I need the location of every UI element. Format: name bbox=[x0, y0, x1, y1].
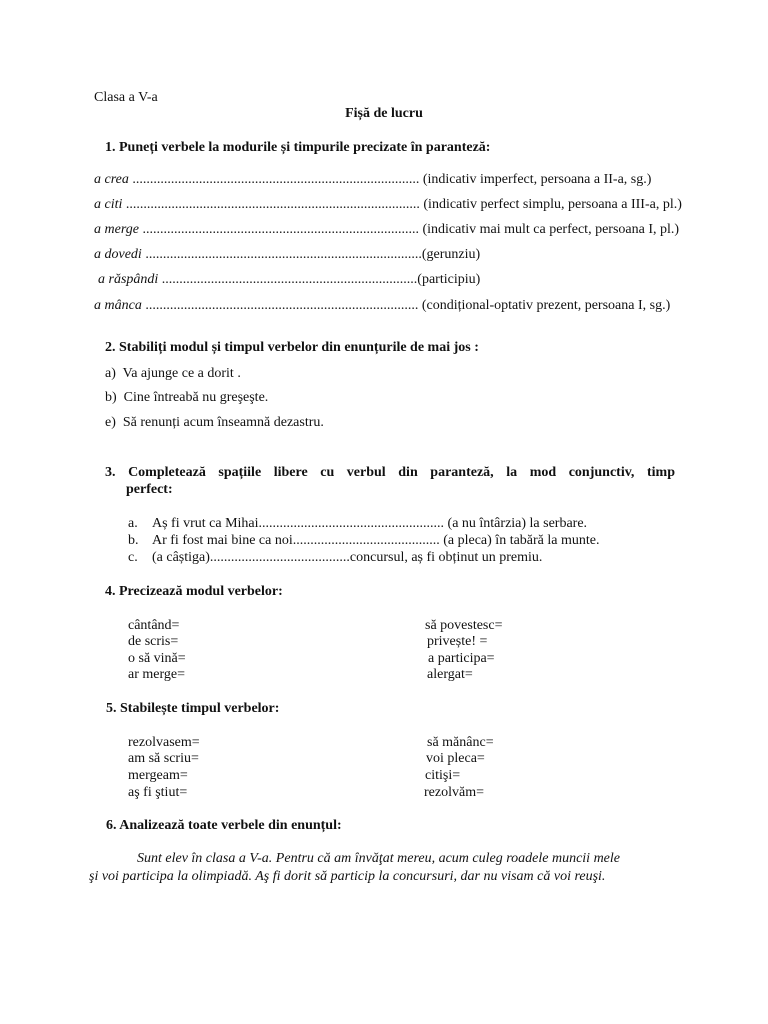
ex4-left-item: de scris= bbox=[128, 634, 179, 649]
ex1-hint: (participiu) bbox=[417, 272, 481, 287]
ex2-item bbox=[105, 366, 241, 382]
ex1-verb: a răspândi bbox=[98, 272, 159, 287]
ex4-right-item: privește! = bbox=[427, 634, 488, 649]
ex1-dots: ............................................................................... bbox=[145, 247, 422, 262]
ex3-heading-cont: perfect: bbox=[126, 482, 173, 497]
ex5-right-item: voi pleca= bbox=[426, 751, 485, 766]
ex2-item bbox=[105, 415, 324, 431]
ex5-right-item: rezolvăm= bbox=[424, 785, 484, 800]
ex3-marker: c. bbox=[128, 550, 138, 565]
ex5-left-item: am să scriu= bbox=[128, 751, 199, 766]
ex1-dots: ............................................................................... bbox=[142, 222, 419, 237]
ex3-sentence: Aș fi vrut ca Mihai..................................................... (a nu întârzia) la serbare. bbox=[152, 516, 588, 531]
sentence: Cine întreabă nu greşeşte. bbox=[123, 390, 269, 405]
ex1-dots: .................................................................................. bbox=[132, 172, 420, 187]
ex1-verb: a citi bbox=[94, 197, 123, 212]
ex6-heading: 6. Analizează toate verbele din enunțul: bbox=[106, 818, 342, 833]
ex5-right-item: să mănânc= bbox=[427, 735, 494, 750]
ex2-item bbox=[105, 390, 268, 406]
ex1-dots: .............................................................................. bbox=[145, 298, 419, 313]
ex3-marker: a. bbox=[128, 516, 138, 531]
ex1-verb: a dovedi bbox=[94, 247, 142, 262]
ex5-left-item: rezolvasem= bbox=[128, 735, 200, 750]
ex4-right-item: a participa= bbox=[428, 651, 495, 666]
ex4-heading: 4. Precizează modul verbelor: bbox=[105, 584, 283, 599]
ex1-row bbox=[94, 247, 480, 263]
ex3-heading: 3. Completează spațiile libere cu verbul din paranteză, la mod conjunctiv, timp bbox=[105, 465, 675, 480]
ex1-hint: (gerunziu) bbox=[421, 247, 481, 262]
ex4-left-item: cântând= bbox=[128, 618, 180, 633]
ex1-hint: (condițional-optativ prezent, persoana I, sg.) bbox=[421, 298, 671, 313]
list-marker: b) bbox=[105, 390, 117, 405]
ex1-dots: .................................................................................... bbox=[125, 197, 420, 212]
ex2-heading: 2. Stabiliți modul și timpul verbelor din enunțurile de mai jos : bbox=[105, 340, 479, 355]
ex1-row bbox=[94, 172, 651, 188]
ex4-right-item: să povestesc= bbox=[425, 618, 503, 633]
ex5-right-item: citişi= bbox=[425, 768, 461, 783]
class-label: Clasa a V-a bbox=[94, 90, 158, 105]
ex6-text-cont: şi voi participa la olimpiadă. Aş fi dorit să particip la concursuri, dar nu visam că voi reuşi. bbox=[89, 869, 606, 884]
ex1-dots: ......................................................................... bbox=[161, 272, 418, 287]
ex3-sentence: Ar fi fost mai bine ca noi.......................................... (a pleca) în tabără la munte. bbox=[152, 533, 600, 548]
ex1-row bbox=[94, 298, 670, 314]
ex1-hint: (indicativ mai mult ca perfect, persoana I, pl.) bbox=[422, 222, 680, 237]
ex1-heading: 1. Puneți verbele la modurile și timpurile precizate în paranteză: bbox=[105, 140, 491, 155]
page-title: Fișă de lucru bbox=[345, 106, 423, 121]
ex3-marker: b. bbox=[128, 533, 139, 548]
ex4-right-item: alergat= bbox=[427, 667, 473, 682]
ex5-left-item: aş fi ştiut= bbox=[128, 785, 188, 800]
ex1-verb: a crea bbox=[94, 172, 129, 187]
ex3-sentence: (a câștiga)........................................concursul, aș fi obținut un premiu. bbox=[152, 550, 543, 565]
ex1-row bbox=[98, 272, 480, 288]
sentence: Să renunți acum înseamnă dezastru. bbox=[122, 415, 324, 430]
ex5-left-item: mergeam= bbox=[128, 768, 188, 783]
ex4-left-item: o să vină= bbox=[128, 651, 186, 666]
ex1-hint: (indicativ perfect simplu, persoana a III-a, pl.) bbox=[423, 197, 682, 212]
ex1-verb: a mânca bbox=[94, 298, 142, 313]
list-marker: e) bbox=[105, 415, 116, 430]
ex1-row bbox=[94, 197, 682, 213]
ex6-text: Sunt elev în clasa a V-a. Pentru că am învăţat mereu, acum culeg roadele muncii mele bbox=[137, 851, 620, 866]
ex1-hint: (indicativ imperfect, persoana a II-a, sg.) bbox=[422, 172, 652, 187]
sentence: Va ajunge ce a dorit . bbox=[122, 366, 241, 381]
list-marker: a) bbox=[105, 366, 116, 381]
ex1-row bbox=[94, 222, 679, 238]
ex4-left-item: ar merge= bbox=[128, 667, 185, 682]
ex5-heading: 5. Stabilește timpul verbelor: bbox=[106, 701, 280, 716]
ex1-verb: a merge bbox=[94, 222, 139, 237]
